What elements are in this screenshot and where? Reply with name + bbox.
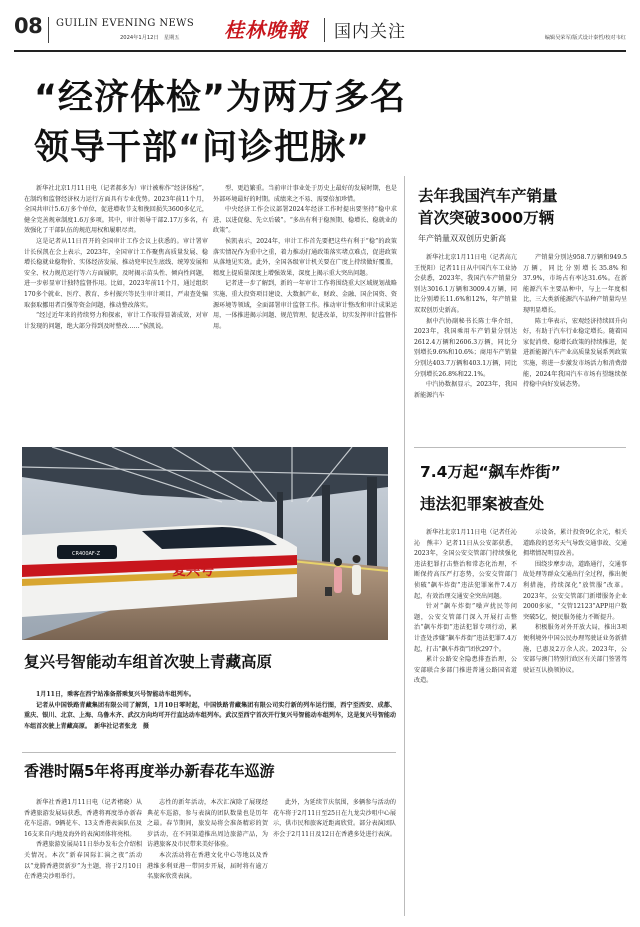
flower-paragraph: 此外，为延续节庆氛围，多辆参与活动的花车将于2月11日至25日在九龙尖沙咀中心展示，供市民和旅客近距离欣赏。部分表演团队亦会于2月11日及12日在香港多处进行表演。 xyxy=(273,799,396,838)
flower-body-column-2 xyxy=(147,798,268,920)
section-rule xyxy=(22,752,396,753)
autos-headline-line2: 首次突破3000万辆 xyxy=(418,209,555,227)
page-number: 08 xyxy=(14,14,43,38)
photo-caption-line: 记者从中国铁路青藏集团有限公司了解到，1月10日零时起，中国铁路青藏集团有限公司实行新的列车运行图，西宁至西安、成都、重庆、银川、北京、上海、乌鲁木齐、武汉方向均可开行直达动车组列车。武汉至西宁首次开行复兴号智能动车组列车，这是复兴号智能动车组首次驶上青藏高原。 新华社记者张龙 摄 xyxy=(24,701,396,730)
flower-body-column-3 xyxy=(273,798,396,920)
lead-paragraph: 侯凯表示，2024年，审计工作首先要把这些有利于“稳”的政策落实情况作为重中之重，着力推动打通政策落实堵点难点，促进政策从落地见实效。此外，全国各级审计机关要在广度上持续做好覆盖，精度上提质量深度上增强效果，深度上揭示重大突出问题。 xyxy=(213,237,397,277)
section-divider xyxy=(324,18,325,42)
paper-english-name: GUILIN EVENING NEWS xyxy=(56,18,195,29)
fines-paragraph: 累计公路安全隐患排查治理，公安部联合多部门推进普通公路国省道改造。 xyxy=(414,656,517,685)
autos-body-column-1 xyxy=(414,253,524,439)
flower-headline: 香港时隔5年将再度举办新春花车巡游 xyxy=(24,762,275,780)
photo-caption-body xyxy=(24,690,396,742)
lead-body-column-1 xyxy=(24,184,208,432)
flower-body-column-1 xyxy=(24,798,142,920)
flower-paragraph: 香港旅游发展局11日举办发布会介绍相关情况。本次“新春国际汇演之夜”活动以“龙腾香港贺新岁”为主题，将于2月10日在香港尖沙咀举行。 xyxy=(24,841,142,881)
paper-logo: 桂林晚報 xyxy=(224,18,308,42)
photo-headline: 复兴号智能动车组首次驶上青藏高原 xyxy=(24,653,273,671)
lead-paragraph: “经过近年来的持续努力和探索，审计工作取得显著成效，对审计发现的问题，绝大部分得到及时整改……”侯凯说。 xyxy=(24,312,208,330)
autos-body-column-2 xyxy=(523,253,627,439)
autos-paragraph: 陈士华表示，宏观经济持续回升向好，有助于汽车行业稳定增长。随着国家促消费、稳增长政策的持续推进，促进新能源汽车产业高质量发展系列政策实施，将进一步激发市场活力和消费潜能，2024年我国汽车市场有望继续保持稳中向好发展态势。 xyxy=(523,317,627,389)
train-logo-text: 复兴号 xyxy=(172,563,214,579)
fines-body-column-1 xyxy=(414,528,517,918)
lead-headline-line1: “经济体检”为两万多名 xyxy=(34,78,407,118)
lead-paragraph: 这是记者从11日召开的全国审计工作会议上获悉的。审计署审计长侯凯在会上表示，2023年，全国审计工作聚焦高质量发展、稳增长稳就业稳物价、实体经济发展、推动兜牢民生底线、统筹发展和安全、权力规范运行等六方面履职，及时揭示苗头性、倾向性问题，进一步彰显审计独特监督作用。比如，2023年前11个月，通过组织170多个就业、医疗、教育、乡村振兴等民生审计项目，严肃查处骗取套取挪用者百强等资金问题，推动整改落实。 xyxy=(24,237,208,309)
autos-paragraph: 据中汽协副秘书长陈士华介绍，2023年，我国乘用车产销量分别达2612.4万辆和2606.3万辆，同比分别增长9.6%和10.6%；商用车产销量分别达403.7万辆和403.1万辆，同比分别增长26.8%和22.1%。 xyxy=(414,317,517,378)
train-badge-text: CR400AF-Z xyxy=(72,551,101,557)
autos-headline-line1: 去年我国汽车产销量 xyxy=(418,187,558,205)
photo-caption-line: 1月11日，乘客在西宁站准备搭乘复兴号智能动车组列车。 xyxy=(36,691,195,698)
lead-paragraph: 中央经济工作会议部署2024年经济工作时提出要坚持“稳中求进、以进促稳、先立后破”。“多出有利于稳预期、稳增长、稳就业的政策”。 xyxy=(213,206,397,235)
autos-paragraph: 产销量分别达958.7万辆和949.5万辆，同比分别增长35.8%和37.9%，市场占有率达31.6%。在新能源汽车主要品种中，与上一年度相比，三大类新能源汽车品种产销量均呈现明显增长。 xyxy=(523,254,627,314)
fines-headline-line2: 违法犯罪案被查处 xyxy=(420,495,545,513)
issue-date: 2024年1月12日 星期五 xyxy=(120,35,180,41)
section-rule xyxy=(414,447,626,448)
fines-paragraph: 示设备，累计投资9亿余元，相关道路段的恶劣天气导致交通事故、交通拥堵情况明显改善。 xyxy=(523,529,627,558)
lead-paragraph: 记者进一步了解到，新的一年审计工作将围绕重大区域规划战略实施、重大投资项目建设、大数据产业、财政、金融、国企国资、资源环境等领域，全面部署审计监督工作。推动审计整改和审计成果运用，一体推进揭示问题、规范管理、促进改革，切实发挥审计监督作用。 xyxy=(213,280,397,330)
autos-paragraph: 中汽协数据显示，2023年，我国新能源汽车 xyxy=(414,381,517,399)
lead-paragraph: 新华社北京1月11日电（记者郝多为）审计被称作“经济体检”，在制约和监督经济权力运行方面具有专业优势。2023年前11个月，全国共审计5.6万多个单位，促进增收节支和挽回损失3600多亿元，健全完善规章制度1.6万多项。其中，审计领导干部2.17万多名，有效强化了干部队伍的规范用权和履职尽责。 xyxy=(24,185,208,235)
lead-body-column-2 xyxy=(213,184,397,432)
header-rule xyxy=(14,50,626,52)
lead-paragraph: 型、更趋繁重。当前审计事业处于历史上最好的发展时期，也是外部环境最好的时期。成绩来之不易、需要倍加珍惜。 xyxy=(213,185,397,203)
masthead xyxy=(0,0,640,52)
flower-paragraph: 本次活动将在香港文化中心等地以及香港维多利亚港一带同步开展，届时将有逾万名旅客欣赏表演。 xyxy=(147,851,268,881)
fines-body-column-2 xyxy=(523,528,627,918)
fines-paragraph: 针对“飙车炸街”噪声扰民等问题，公安交管部门深入开展打击整治“飙车炸街”违法犯罪专项行动，累计查处涉嫌“飙车炸街”违法犯罪7.4万起，打击“飙车炸街”团伙297个。 xyxy=(414,603,517,653)
train-photo-illustration xyxy=(22,447,388,640)
section-title: 国内关注 xyxy=(334,22,406,42)
lead-headline-line2: 领导干部“问诊把脉” xyxy=(34,128,371,168)
fines-paragraph: 新华社北京1月11日电（记者任沁沁 熊丰）记者11日从公安部获悉，2023年，全国公安交管部门持续强化违法犯罪打击整治和常态化治理，不断保持高压严打态势，公安交管部门侦破“飙车炸街”违法犯罪案件7.4万起，有效治理交通安全突出问题。 xyxy=(414,529,517,600)
editor-credits: 编辑吴荣军/版式设计秦哲/校对韦红 xyxy=(544,35,626,41)
fines-headline-line1: 7.4万起“飙车炸街” xyxy=(420,463,561,481)
masthead-divider xyxy=(48,17,49,43)
fines-paragraph: 积极服务对外开放大局，推出3项便利境外中国公民办理驾驶证业务新措施，已惠及2万余人次。2023年，公安部与澳门特别行政区有关部门签署驾驶证互认换领协议。 xyxy=(523,624,627,674)
column-divider xyxy=(404,176,405,916)
autos-subhead: 年产销量双双创历史新高 xyxy=(418,234,506,243)
train-photo xyxy=(22,447,388,640)
fines-paragraph: 围绕步摩步动，道路通行，交通事故处理等群众交通出行全过程，推出便利措施，持续深化“放管服”改革。2023年，公安交管部门新增服务企业2000多家，“交管12123”APP用户数突破5亿，便民服务能力不断提升。 xyxy=(523,560,627,621)
flower-paragraph: 新华社香港1月11日电（记者褚晓）从香港旅游发展局获悉，香港将再度举办新春花车巡游。9辆花车、13支香港表演队伍及16支来自内地及海外的表演团体将亮相。 xyxy=(24,799,142,838)
autos-paragraph: 新华社北京1月11日电（记者高亢 王悦阳）记者11日从中国汽车工业协会获悉，2023年，我国汽车产销量分别达3016.1万辆和3009.4万辆，同比分别增长11.6%和12%，年产销量双双创历史新高。 xyxy=(414,254,524,314)
flower-paragraph: 志性的新年活动，本次汇演除了展现经典花车巡游，参与表演的团队数量也是历年之最。春节期间，旅发局将会准备精彩的贺岁活动，在不同渠道推出周边旅游产品，为访港旅客及市民带来美好体验。 xyxy=(147,799,268,849)
